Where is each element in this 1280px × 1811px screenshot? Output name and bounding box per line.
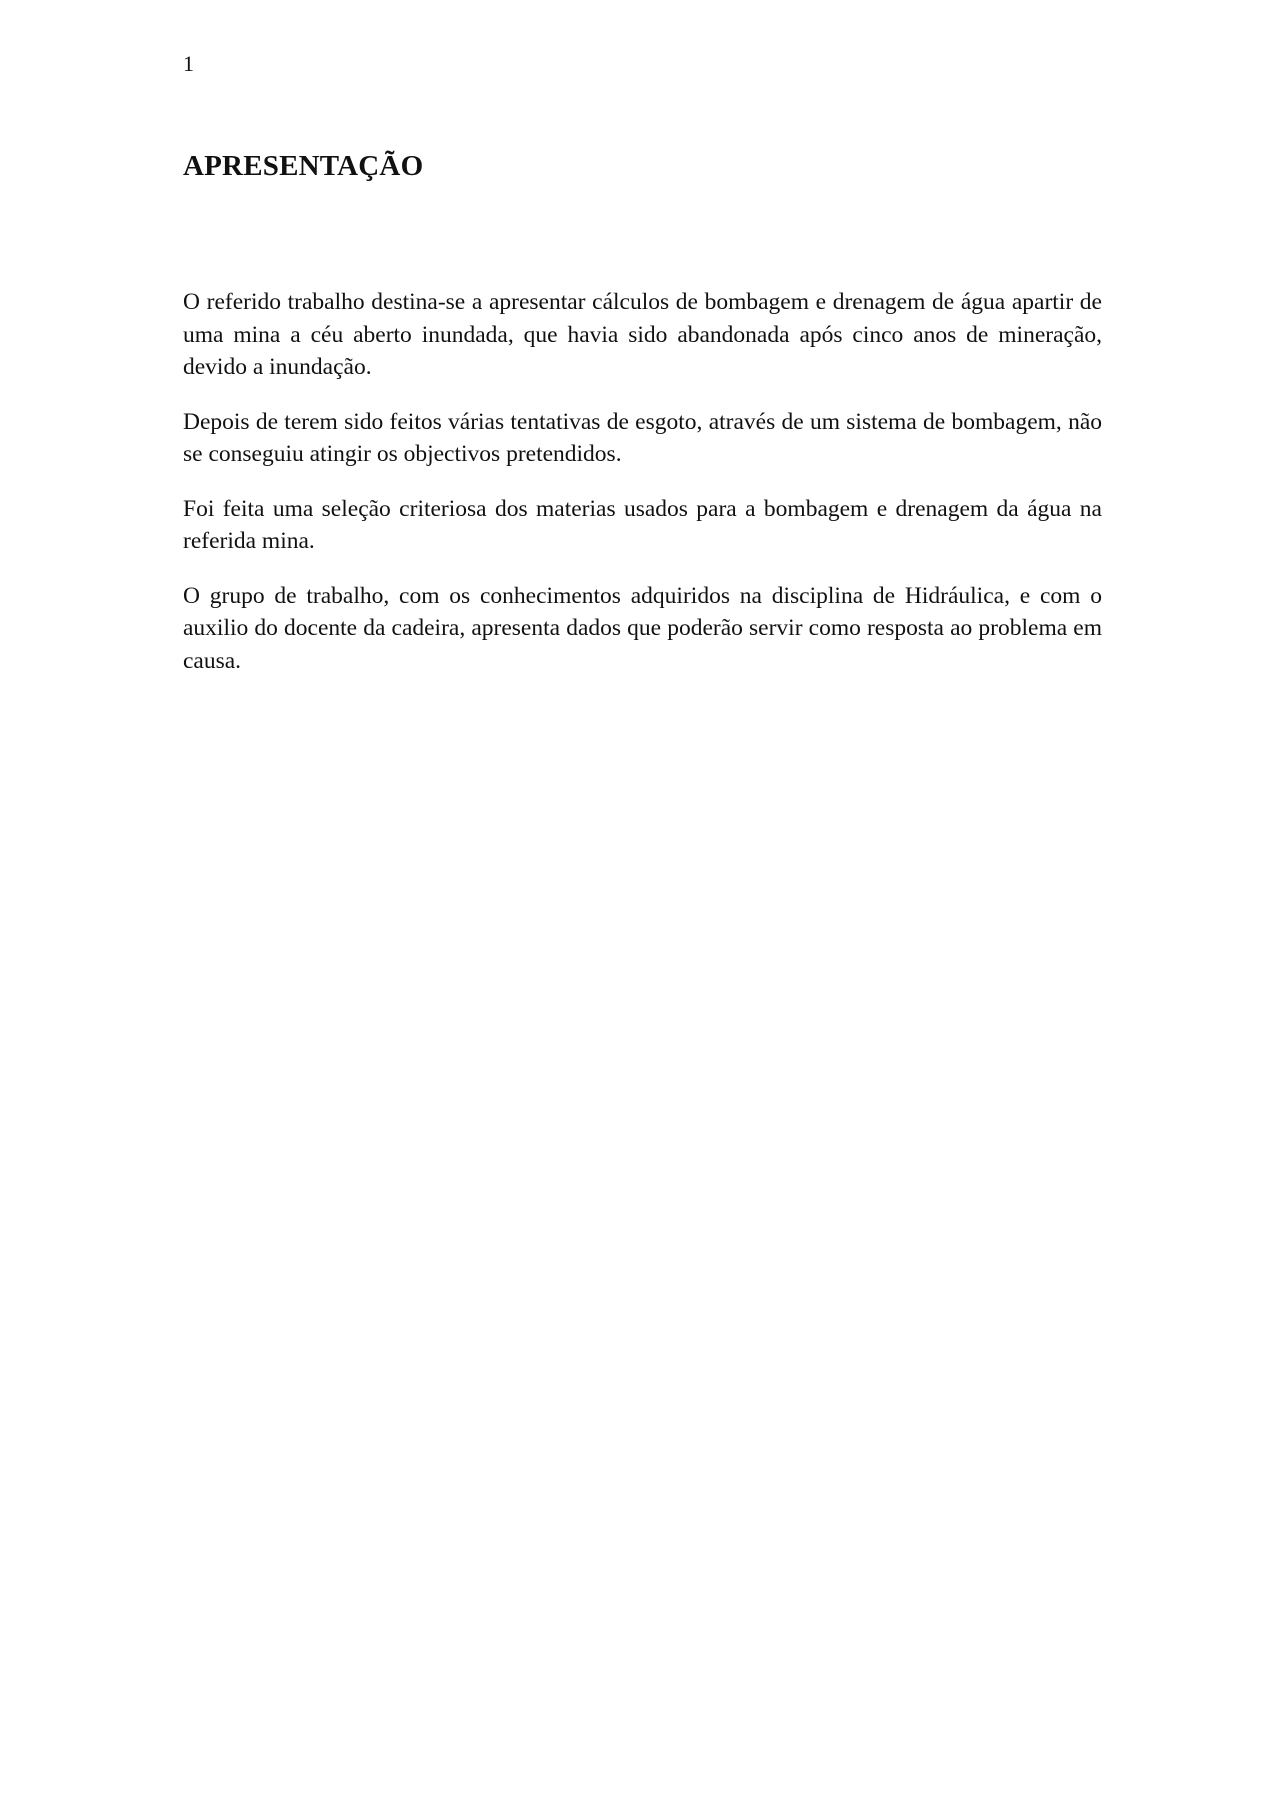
- page-number: 1: [183, 51, 194, 76]
- page-content: [183, 148, 1102, 699]
- paragraph-2: Depois de terem sido feitos várias tentativas de esgoto, através de um sistema de bombagem, não se conseguiu atingir os objectivos pretendidos.: [183, 408, 1102, 467]
- paragraph-4: O grupo de trabalho, com os conhecimentos adquiridos na disciplina de Hidráulica, e com o auxilio do docente da cadeira, apresenta dados que poderão servir como resposta ao problema em causa.: [183, 582, 1102, 674]
- body-text: [183, 286, 1102, 677]
- paragraph-1: O referido trabalho destina-se a apresentar cálculos de bombagem e drenagem de água apartir de uma mina a céu aberto inundada, que havia sido abandonada após cinco anos de mineração, devido a inundação.: [183, 289, 1102, 380]
- paragraph-3: Foi feita uma seleção criteriosa dos materias usados para a bombagem e drenagem da água na referida mina.: [183, 495, 1102, 554]
- page-title: APRESENTAÇÃO: [183, 150, 424, 182]
